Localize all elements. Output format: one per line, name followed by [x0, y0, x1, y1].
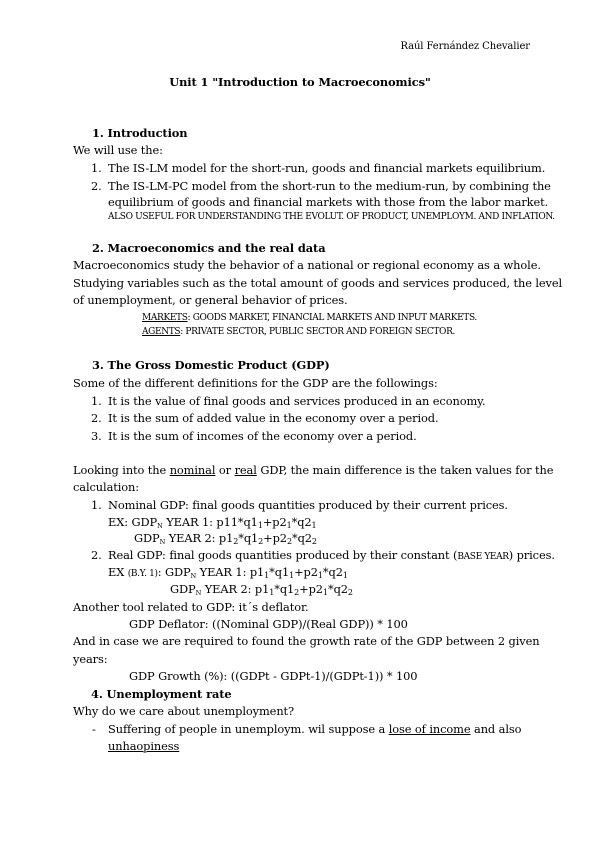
real-gdp-definition: [108, 550, 555, 562]
subscript: 1: [311, 521, 317, 530]
formula-text: YEAR 1: p1: [162, 515, 231, 529]
list-item-number: 2.: [91, 411, 102, 425]
real-term: real: [234, 463, 257, 477]
formula-text: YEAR 2: p1: [201, 582, 270, 596]
list-item-number: 1.: [91, 161, 102, 175]
bullet-text: Suffering of people in unemploym. wil suppose a: [108, 722, 389, 736]
formula-text: EX: [108, 565, 128, 579]
subscript: 2: [347, 588, 353, 597]
subscript: 1: [269, 588, 275, 597]
bullet-text: and also: [470, 722, 522, 736]
section-3-intro: Some of the different definitions for the GDP are the followings:: [73, 376, 438, 390]
subscript: 1: [322, 588, 328, 597]
formula-text: *q2: [291, 531, 312, 545]
section-2-heading: 2. Macroeconomics and the real data: [92, 241, 326, 255]
list-item-number: 2.: [91, 548, 102, 562]
formula-text: +p2: [263, 531, 287, 545]
section-2-paragraph-line: Macroeconomics study the behavior of a national or regional economy as a whole.: [73, 258, 541, 272]
list-item: It is the sum of incomes of the economy over a period.: [108, 429, 417, 443]
formula-text: *q2: [291, 515, 312, 529]
list-item: The IS-LM model for the short-run, goods and financial markets equilibrium.: [108, 161, 546, 175]
section-2-paragraph-line: of unemployment, or general behavior of prices.: [73, 293, 348, 307]
markets-text: : GOODS MARKET, FINANCIAL MARKETS AND INPUT MARKETS.: [187, 313, 477, 323]
subscript: N: [157, 522, 163, 530]
subscript: 1: [286, 521, 292, 530]
formula-text: YEAR 2: p1: [165, 531, 234, 545]
looking-text: Looking into the: [73, 463, 170, 477]
formula-text: EX: GDP: [108, 515, 158, 529]
agents-label: AGENTS: [142, 327, 181, 337]
formula-text: *q1: [238, 531, 259, 545]
formula-text: *q1: [274, 582, 295, 596]
section-4-heading: 4. Unemployment rate: [91, 687, 232, 701]
agents-note: [142, 327, 455, 337]
subscript: N: [190, 572, 197, 580]
real-gdp-example-year1: [108, 567, 348, 579]
list-item-number: 1.: [91, 498, 102, 512]
looking-text: or: [215, 463, 235, 477]
formula-text: +p2: [294, 565, 318, 579]
page-title: Unit 1 "Introduction to Macroeconomics": [169, 75, 431, 89]
formula-text: *q1: [269, 565, 290, 579]
section-1-note: ALSO USEFUL FOR UNDERSTANDING THE EVOLUT. OF PRODUCT, UNEMPLOYM. AND INFLATION.: [108, 212, 555, 222]
deflator-formula: GDP Deflator: ((Nominal GDP)/(Real GDP)) * 100: [129, 617, 408, 631]
formula-text: GDP: [134, 531, 160, 545]
subscript: 2: [286, 537, 292, 546]
subscript: 1: [289, 571, 295, 580]
list-item-number: 3.: [91, 429, 102, 443]
subscript: 2: [258, 537, 264, 546]
list-item-number: 1.: [91, 394, 102, 408]
list-item: It is the sum of added value in the economy over a period.: [108, 411, 439, 425]
formula-text: GDP: [170, 582, 196, 596]
nominal-gdp-definition: Nominal GDP: final goods quantities produced by their current prices.: [108, 498, 508, 512]
subscript: N: [195, 589, 202, 597]
growth-intro-line2: years:: [73, 652, 108, 666]
nominal-term: nominal: [169, 463, 216, 477]
formula-text: +p2: [262, 515, 287, 529]
subscript: 2: [294, 588, 300, 597]
formula-text: *q2: [322, 565, 343, 579]
list-item: It is the value of final goods and services produced in an economy.: [108, 394, 486, 408]
author-header: Raúl Fernández Chevalier: [400, 41, 530, 52]
section-3-heading: 3. The Gross Domestic Product (GDP): [92, 358, 330, 372]
real-gdp-example-year2: [170, 584, 353, 595]
bullet-dash: -: [92, 722, 96, 736]
section-1-heading: 1. Introduction: [92, 126, 188, 140]
formula-text: 1*q1: [230, 515, 258, 529]
section-1-intro: We will use the:: [73, 143, 163, 157]
list-item: The IS-LM-PC model from the short-run to the medium-run, by combining the: [108, 179, 551, 193]
formula-text: YEAR 1: p1: [196, 565, 265, 579]
growth-formula: GDP Growth (%): ((GDPt - GDPt-1)/(GDPt-1)) * 100: [129, 669, 418, 683]
list-item-continuation: equilibrium of goods and financial markets with those from the labor market.: [108, 195, 549, 209]
subscript: 1: [264, 571, 270, 580]
subscript: 1: [257, 521, 263, 530]
subscript: 2: [311, 537, 317, 546]
list-item-number: 2.: [91, 179, 102, 193]
looking-text: GDP, the main difference is the taken values for the: [256, 463, 554, 477]
growth-intro-line1: And in case we are required to found the growth rate of the GDP between 2 given: [73, 634, 540, 648]
base-year-note: (B.Y. 1): [127, 569, 158, 579]
subscript: 1: [342, 571, 348, 580]
formula-text: *q2: [327, 582, 348, 596]
looking-paragraph-line2: calculation:: [73, 480, 140, 494]
markets-label: MARKETS: [142, 313, 188, 323]
section-4-question: Why do we care about unemployment?: [73, 704, 295, 718]
subscript: N: [159, 538, 166, 546]
subscript: 1: [317, 571, 323, 580]
nominal-gdp-example-year1: [108, 517, 317, 528]
agents-text: : PRIVATE SECTOR, PUBLIC SECTOR AND FOREIGN SECTOR.: [180, 327, 456, 337]
deflator-intro: Another tool related to GDP: it´s deflator.: [73, 600, 309, 614]
definition-text: Real GDP: final goods quantities produced by their constant (: [108, 548, 458, 562]
formula-text: : GDP: [157, 565, 191, 579]
subscript: 2: [233, 537, 239, 546]
lose-of-income-term: lose of income: [388, 722, 471, 736]
formula-text: +p2: [299, 582, 323, 596]
definition-text: ) prices.: [508, 548, 555, 562]
section-2-paragraph-line: Studying variables such as the total amount of goods and services produced, the level: [73, 276, 563, 290]
markets-note: [142, 313, 477, 323]
looking-paragraph: [73, 465, 553, 476]
bullet-item: [108, 724, 521, 735]
bullet-item-continuation: unhaopiness: [108, 739, 180, 753]
nominal-gdp-example-year2: [134, 533, 317, 544]
base-year-label: BASE YEAR: [457, 552, 509, 562]
